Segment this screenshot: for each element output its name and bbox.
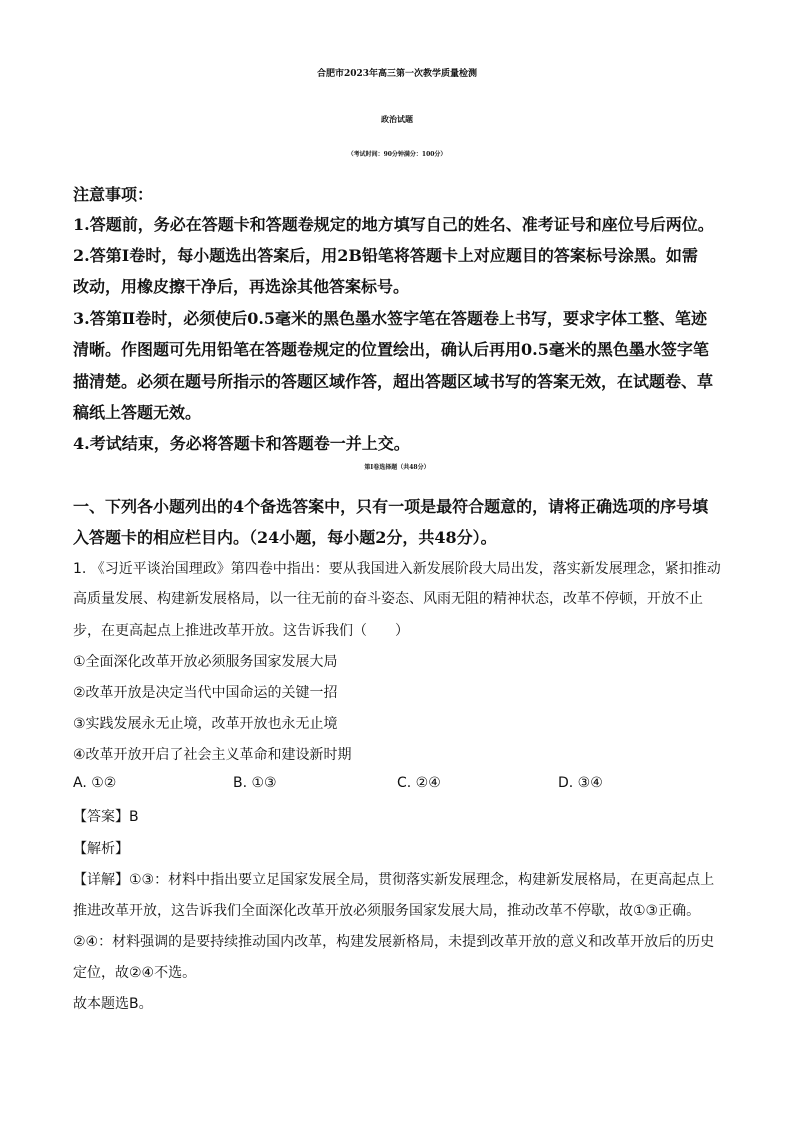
statement-item: ③实践发展永无止境，改革开放也永无止境 xyxy=(73,716,338,732)
subject-title: 政治试题 xyxy=(381,114,413,124)
answer-label: 【答案】B xyxy=(73,809,139,825)
detail-line: 推进改革开放，这告诉我们全面深化改革开放必须服务国家发展大局，推动改革不停歇，故①③正确。 xyxy=(73,903,701,919)
note-line: 2.答第Ⅰ卷时，每小题选出答案后，用2B铅笔将答题卡上对应题目的答案标号涂黑。如需 xyxy=(73,246,698,265)
note-line: 3.答第Ⅱ卷时，必须使后0.5毫米的黑色墨水签字笔在答题卷上书写，要求字体工整、笔迹 xyxy=(73,309,708,328)
detail-line: 故本题选B。 xyxy=(73,996,153,1012)
notes-heading: 注意事项： xyxy=(73,185,154,204)
note-line: 描清楚。必须在题号所指示的答题区域作答，超出答题区域书写的答案无效，在试题卷、草 xyxy=(73,372,714,391)
statement-item: ①全面深化改革开放必须服务国家发展大局 xyxy=(73,654,338,670)
question-stem: 1. 《习近平谈治国理政》第四卷中指出：要从我国进入新发展阶段大局出发，落实新发展理念，紧扣推动 xyxy=(73,561,721,577)
statement-item: ②改革开放是决定当代中国命运的关键一招 xyxy=(73,685,338,701)
option-a: A. ①② xyxy=(73,775,117,791)
exam-info: （考试时间：90分钟满分：100分） xyxy=(347,151,447,158)
option-d: D. ③④ xyxy=(558,775,603,791)
option-c: C. ②④ xyxy=(397,775,441,791)
option-b: B. ①③ xyxy=(233,775,277,791)
note-line: 1.答题前，务必在答题卡和答题卷规定的地方填写自己的姓名、准考证号和座位号后两位。 xyxy=(73,215,714,234)
note-line: 清晰。作图题可先用铅笔在答题卷规定的位置绘出，确认后再用0.5毫米的黑色墨水签字笔 xyxy=(73,340,709,359)
detail-line: ②④：材料强调的是要持续推动国内改革，构建发展新格局，未提到改革开放的意义和改革开放后的历史 xyxy=(73,934,715,950)
analysis-label: 【解析】 xyxy=(73,841,129,857)
question-stem: 步，在更高起点上推进改革开放。这告诉我们（ ） xyxy=(73,623,409,639)
question-stem: 高质量发展、构建新发展格局，以一往无前的奋斗姿态、风雨无阻的精神状态，改革不停顿，开放不止 xyxy=(73,591,703,607)
section-instruction: 入答题卡的相应栏目内。（24小题，每小题2分，共48分）。 xyxy=(73,528,497,547)
detail-line: 定位，故②④不选。 xyxy=(73,965,197,981)
section-title: 第Ⅰ卷选择题（共48分） xyxy=(364,464,430,471)
statement-item: ④改革开放开启了社会主义革命和建设新时期 xyxy=(73,747,352,763)
exam-title: 合肥市2023年高三第一次教学质量检测 xyxy=(316,69,478,79)
note-line: 改动，用橡皮擦干净后，再选涂其他答案标号。 xyxy=(73,277,410,296)
note-line: 稿纸上答题无效。 xyxy=(73,403,202,422)
detail-line: 【详解】①③：材料中指出要立足国家发展全局，贯彻落实新发展理念，构建新发展格局，在更高起点上 xyxy=(73,872,715,888)
section-instruction: 一、下列各小题列出的4个备选答案中，只有一项是最符合题意的，请将正确选项的序号填 xyxy=(73,497,709,516)
note-line: 4.考试结束，务必将答题卡和答题卷一并上交。 xyxy=(73,434,410,453)
